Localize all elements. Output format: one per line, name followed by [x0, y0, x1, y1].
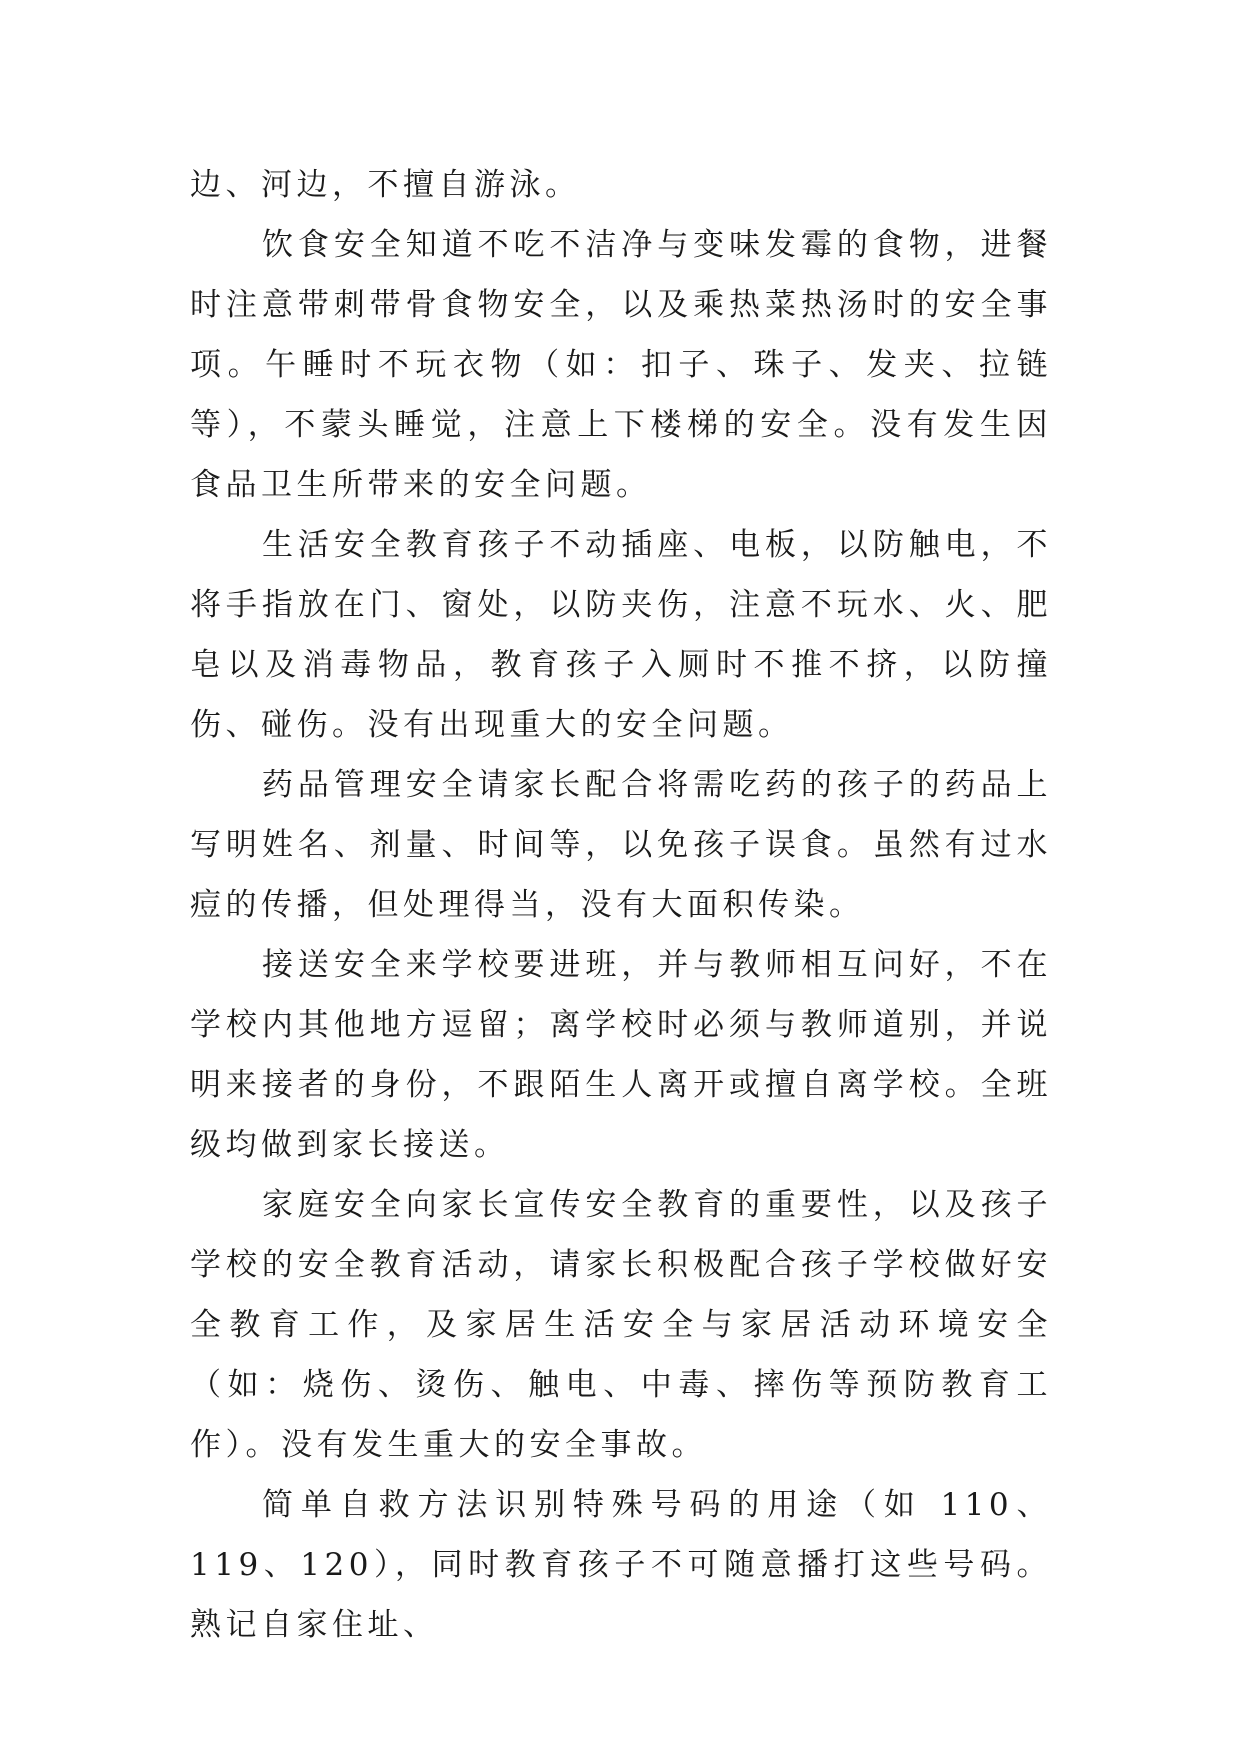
paragraph-self-rescue: 简单自救方法识别特殊号码的用途（如 110、119、120），同时教育孩子不可随意播打这些号码。熟记自家住址、 — [190, 1487, 1052, 1643]
document-body — [190, 155, 1052, 1655]
paragraph-continuation: 边、河边，不擅自游泳。 — [190, 167, 581, 203]
paragraph-home-safety: 家庭安全向家长宣传安全教育的重要性，以及孩子学校的安全教育活动，请家长积极配合孩子学校做好安全教育工作，及家居生活安全与家居活动环境安全（如：烧伤、烫伤、触电、中毒、摔伤等预防教育工作）。没有发生重大的安全事故。 — [190, 1187, 1052, 1463]
paragraph-pickup-safety: 接送安全来学校要进班，并与教师相互问好，不在学校内其他地方逗留；离学校时必须与教师道别，并说明来接者的身份，不跟陌生人离开或擅自离学校。全班级均做到家长接送。 — [190, 947, 1052, 1163]
paragraph-food-safety: 饮食安全知道不吃不洁净与变味发霉的食物，进餐时注意带刺带骨食物安全，以及乘热菜热汤时的安全事项。午睡时不玩衣物（如：扣子、珠子、发夹、拉链等），不蒙头睡觉，注意上下楼梯的安全。没有发生因食品卫生所带来的安全问题。 — [190, 227, 1052, 503]
paragraph-life-safety: 生活安全教育孩子不动插座、电板，以防触电，不将手指放在门、窗处，以防夹伤，注意不玩水、火、肥皂以及消毒物品，教育孩子入厕时不推不挤，以防撞伤、碰伤。没有出现重大的安全问题。 — [190, 527, 1052, 743]
paragraph-medicine-safety: 药品管理安全请家长配合将需吃药的孩子的药品上写明姓名、剂量、时间等，以免孩子误食。虽然有过水痘的传播，但处理得当，没有大面积传染。 — [190, 767, 1052, 923]
